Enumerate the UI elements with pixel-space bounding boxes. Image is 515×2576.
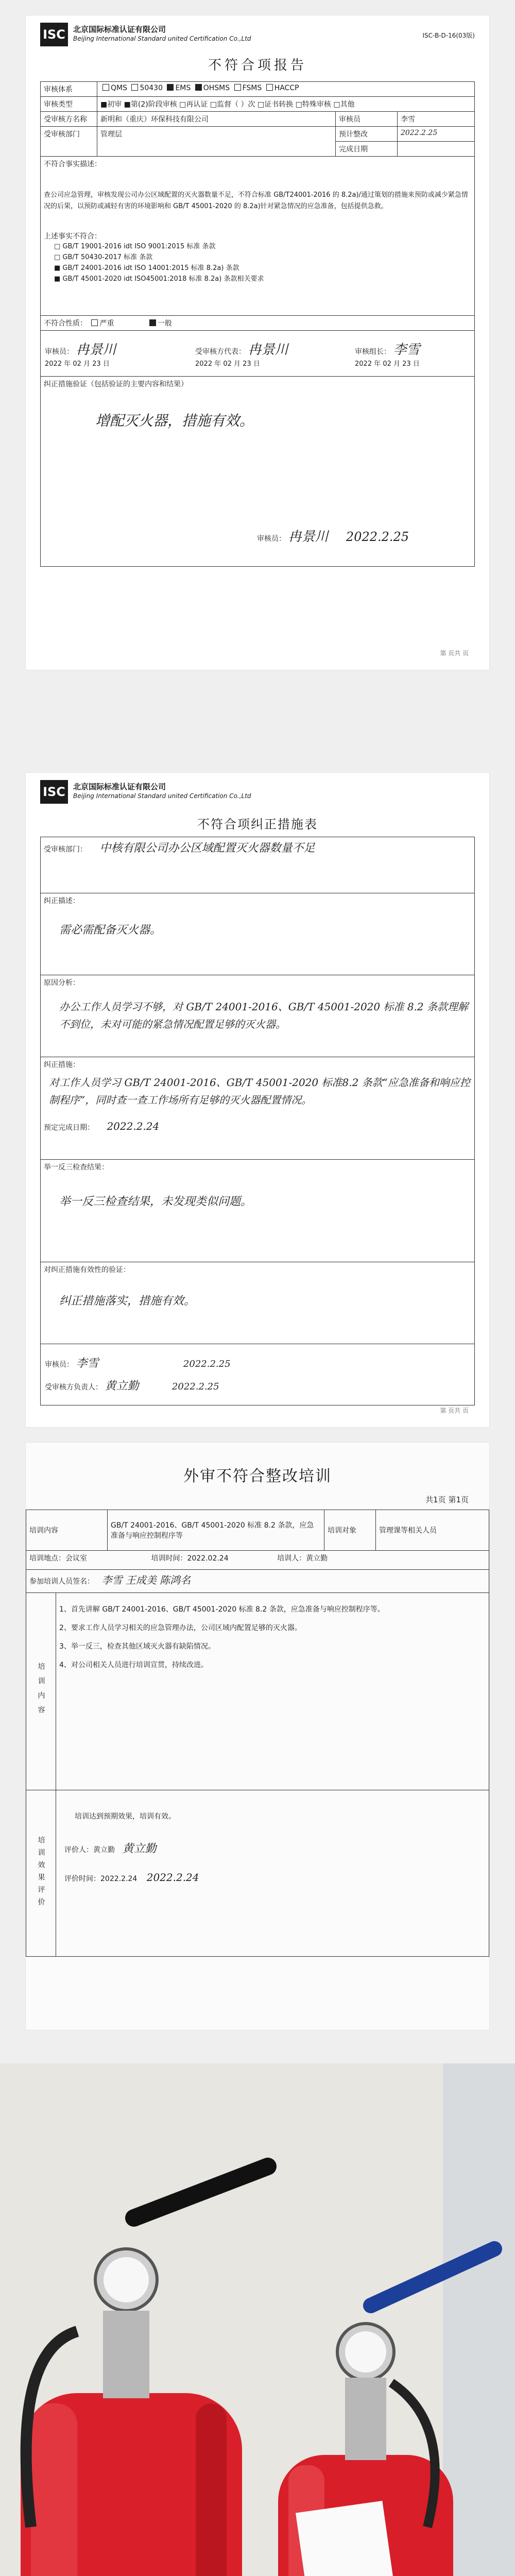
- eval-date-row: [64, 1871, 486, 1884]
- verifier-label: 审核员：: [45, 1361, 74, 1369]
- resp-sign-block: [45, 1377, 219, 1393]
- auditor-sign-label: 审核员：: [45, 348, 74, 356]
- evaluator: 黄立勤: [93, 1846, 115, 1854]
- target-label: 培训对象: [324, 1510, 376, 1551]
- content-item: 3、举一反三，检查其他区域灭火器有缺陷情况。: [59, 1642, 215, 1651]
- description-label: 不符合事实描述：: [44, 160, 101, 168]
- issue-label: 举一反三检查结果：: [44, 1163, 109, 1172]
- resp-label: 受审核方负责人：: [45, 1383, 102, 1392]
- dept-cell: [41, 837, 475, 893]
- verification-sign-label: 审核员：: [257, 535, 286, 543]
- time-text: 2022.02.24: [187, 1554, 229, 1563]
- dept-label: 受审核部门：: [44, 845, 87, 854]
- verification-section: [41, 377, 475, 567]
- auditor-value: 李雪: [397, 112, 474, 127]
- rep-sign-label: 受审核方代表：: [195, 348, 246, 356]
- org-name-cn: 北京国际标准认证有限公司: [73, 25, 166, 34]
- action-label: 纠正措施：: [44, 1061, 80, 1069]
- evaluator-row: [64, 1840, 486, 1856]
- topic-text: GB/T 24001-2016、GB/T 45001-2020 标准 8.2 条款，应急准备与响应控制程序等: [108, 1510, 324, 1551]
- audit-type-label: 审核类型: [41, 97, 97, 112]
- target-text: 管理课等相关人员: [376, 1510, 489, 1551]
- attend-label: 参加培训人员签名：: [29, 1578, 94, 1586]
- eval-section-label: 培训效果评价: [26, 1790, 56, 1957]
- severity-option: 一般: [147, 319, 172, 328]
- audited-dept-value: 管理层: [97, 127, 336, 157]
- org-name-en: Beijing International Standard united Certification Co.,Ltd: [73, 792, 251, 800]
- company-logo: ISC: [40, 23, 68, 46]
- checkbox-icon: [102, 84, 109, 91]
- auditor-sign-date: 2022 年 02 月 23 日: [45, 360, 110, 368]
- issue-cell: [41, 1160, 475, 1262]
- page-title: 不符合项报告: [208, 58, 307, 73]
- report-header: [40, 23, 475, 49]
- nonconformity-report-page: [26, 15, 489, 670]
- meta-row: [26, 1551, 489, 1570]
- complete-value: [397, 142, 474, 157]
- rep-signature: 冉景川: [248, 342, 288, 358]
- checkbox-icon: [91, 319, 98, 326]
- verify-text: 纠正措施落实，措施有效。: [59, 1295, 196, 1308]
- reason-cell: [41, 975, 475, 1057]
- leader-sign-block: [355, 339, 420, 368]
- system-option: 50430: [129, 84, 163, 92]
- leader-signature: 李雪: [393, 342, 420, 358]
- page-title: 不符合项纠正措施表: [197, 817, 318, 832]
- audit-system-label: 审核体系: [41, 82, 97, 97]
- checkbox-checked-icon: [167, 84, 174, 91]
- evaluator-signature: 黄立勤: [122, 1842, 157, 1855]
- eval-date-label: 评价时间：: [64, 1875, 100, 1883]
- leader-sign-date: 2022 年 02 月 23 日: [355, 360, 420, 368]
- correction-text: 需必需配备灭火器。: [59, 924, 162, 937]
- eval-cell: [56, 1790, 489, 1957]
- action-text: 对工作人员学习 GB/T 24001-2016、GB/T 45001-2020 标准8.2 条款“应急准备和响应控制程序”，同时查一查工作场所有足够的灭火器配置情况。: [49, 1076, 470, 1106]
- clause-item: ■ GB/T 45001-2020 idt ISO45001:2018 标准 8.2a) 条款相关要求: [54, 275, 264, 283]
- content-item: 4、对公司相关人员进行培训宣贯，持续改进。: [59, 1661, 208, 1669]
- auditor-sign-block: [45, 339, 116, 368]
- clauses-list: [44, 241, 471, 284]
- verify-cell: [41, 1262, 475, 1344]
- verification-text: 增配灭火器，措施有效。: [95, 412, 254, 429]
- verify-label: 对纠正措施有效性的验证：: [44, 1266, 130, 1274]
- reason-text: 办公工作人员学习不够，对 GB/T 24001-2016、GB/T 45001-2020 标准 8.2 条款理解不到位，未对可能的紧急情况配置足够的灭火器。: [59, 1001, 469, 1030]
- leader-sign-label: 审核组长：: [355, 348, 391, 356]
- evaluator-label: 评价人：: [64, 1846, 93, 1854]
- system-option: OHSMS: [193, 84, 230, 92]
- verifier-sign-block: [45, 1354, 231, 1370]
- training-table: [26, 1510, 489, 1957]
- system-option: FSMS: [232, 84, 262, 92]
- page-number: 第 页共 页: [440, 650, 469, 657]
- content-section-label: 培训内容: [26, 1593, 56, 1790]
- auditor-label: 审核员: [335, 112, 397, 127]
- checkbox-icon: [234, 84, 241, 91]
- page-info: 共1页 第1页: [425, 1495, 469, 1504]
- system-option: QMS: [100, 84, 127, 92]
- complete-label: 完成日期: [335, 142, 397, 157]
- verification-signature: 冉景川: [288, 529, 329, 545]
- verification-label: 纠正措施验证（包括验证的主要内容和结果）: [44, 380, 188, 388]
- org-name-en: Beijing International Standard united Certification Co.,Ltd: [73, 35, 251, 42]
- correction-cell: [41, 893, 475, 975]
- verification-sign-block: [257, 526, 409, 545]
- signature-cell: [41, 1344, 475, 1405]
- corrective-table: [40, 837, 475, 1405]
- checkbox-icon: [131, 84, 138, 91]
- nonconformity-description: [41, 157, 475, 316]
- org-name-cn: 北京国际标准认证有限公司: [73, 782, 166, 791]
- checkbox-checked-icon: [195, 84, 202, 91]
- clauses-label: 上述事实不符合：: [44, 232, 101, 241]
- clause-item: □ GB/T 50430-2017 标准 条款: [54, 253, 153, 261]
- extinguisher-illustration: [0, 2063, 515, 2576]
- eval-date-handwritten: 2022.2.24: [146, 1871, 199, 1884]
- action-cell: [41, 1057, 475, 1160]
- place-text: 会议室: [65, 1554, 87, 1563]
- system-option: HACCP: [264, 84, 299, 92]
- topic-label: 培训内容: [26, 1510, 108, 1551]
- time-label: 培训时间：: [151, 1554, 187, 1563]
- audit-type-options: ■初审 ■第(2)阶段审核 □再认证 □监督（ ）次 □证书转换 □特殊审核 □其他: [97, 97, 475, 112]
- trainer-text: 黄立勤: [306, 1554, 328, 1563]
- fire-extinguisher-photo: [0, 2063, 515, 2576]
- reason-label: 原因分析：: [44, 979, 80, 987]
- report-header: [40, 780, 475, 807]
- plan-date-row: [44, 1120, 471, 1132]
- trainer-label: 培训人：: [277, 1554, 306, 1563]
- content-list: [56, 1593, 489, 1790]
- severity-option: 严重: [89, 319, 114, 328]
- attendee-signatures: 李雪 王成美 陈鸿名: [101, 1574, 191, 1586]
- issue-text: 举一反三检查结果，未发现类似问题。: [59, 1195, 252, 1208]
- company-logo: ISC: [40, 780, 68, 804]
- description-text: 查公司应急管理，审核发现公司办公区域配置的灭火器数量不足，不符合标准 GB/T24001-2016 的 8.2a)/通过策划的措施来预防或减少紧急情况的后果，以预防或减轻有害的环境影响和 GB/T 45001-2020 的 8.2a)针对紧急情况的应急准备，包括提供急救。: [44, 191, 468, 210]
- resp-date: 2022.2.25: [171, 1381, 219, 1392]
- rep-sign-block: [195, 339, 288, 368]
- checkbox-icon: [266, 84, 273, 91]
- clause-item: □ GB/T 19001-2016 idt ISO 9001:2015 标准 条款: [54, 243, 216, 250]
- corrective-action-page: [26, 773, 489, 1427]
- eval-date: 2022.2.24: [100, 1875, 138, 1883]
- signature-row: [41, 331, 475, 377]
- clause-item: ■ GB/T 24001-2016 idt ISO 14001:2015 标准 8.2a) 条款: [54, 264, 239, 272]
- content-item: 1、首先讲解 GB/T 24001-2016、GB/T 45001-2020 标准 8.2 条款，应急准备与响应控制程序等。: [59, 1605, 385, 1614]
- deadline-label: 预计整改: [335, 127, 397, 142]
- company-name-value: 新明和（重庆）环保科技有限公司: [97, 112, 336, 127]
- attendee-row: [26, 1570, 489, 1593]
- resp-signature: 黄立勤: [105, 1380, 139, 1393]
- plan-date: 2022.2.24: [107, 1120, 160, 1132]
- training-record-page: [26, 1443, 489, 2030]
- rep-sign-date: 2022 年 02 月 23 日: [195, 360, 260, 368]
- page-number: 第 页共 页: [440, 1407, 469, 1414]
- correction-label: 纠正描述：: [44, 897, 80, 905]
- place-label: 培训地点：: [29, 1554, 65, 1563]
- company-name-label: 受审核方名称: [41, 112, 97, 127]
- system-option: EMS: [165, 84, 191, 92]
- content-item: 2、要求工作人员学习相关的应急管理办法，公司区域内配置足够的灭火器。: [59, 1624, 302, 1632]
- checkbox-checked-icon: [149, 319, 156, 326]
- verifier-date: 2022.2.25: [183, 1359, 231, 1369]
- audit-system-options: [97, 82, 475, 97]
- page-title: 外审不符合整改培训: [183, 1467, 332, 1485]
- report-table: [40, 81, 475, 567]
- audited-dept-label: 受审核部门: [41, 127, 97, 157]
- severity-label: 不符合性质：: [44, 319, 87, 328]
- severity-row: [41, 316, 475, 331]
- deadline-value: 2022.2.25: [397, 127, 474, 142]
- eval-text: 培训达到预期效果，培训有效。: [75, 1812, 176, 1821]
- verifier-signature: 李雪: [76, 1357, 99, 1370]
- form-code: ISC-B-D-16(03版): [422, 32, 475, 39]
- auditor-signature: 冉景川: [76, 342, 116, 358]
- plan-date-label: 预定完成日期：: [44, 1124, 94, 1132]
- dept-text: 中核有限公司办公区域配置灭火器数量不足: [99, 842, 315, 855]
- verification-date: 2022.2.25: [346, 530, 409, 544]
